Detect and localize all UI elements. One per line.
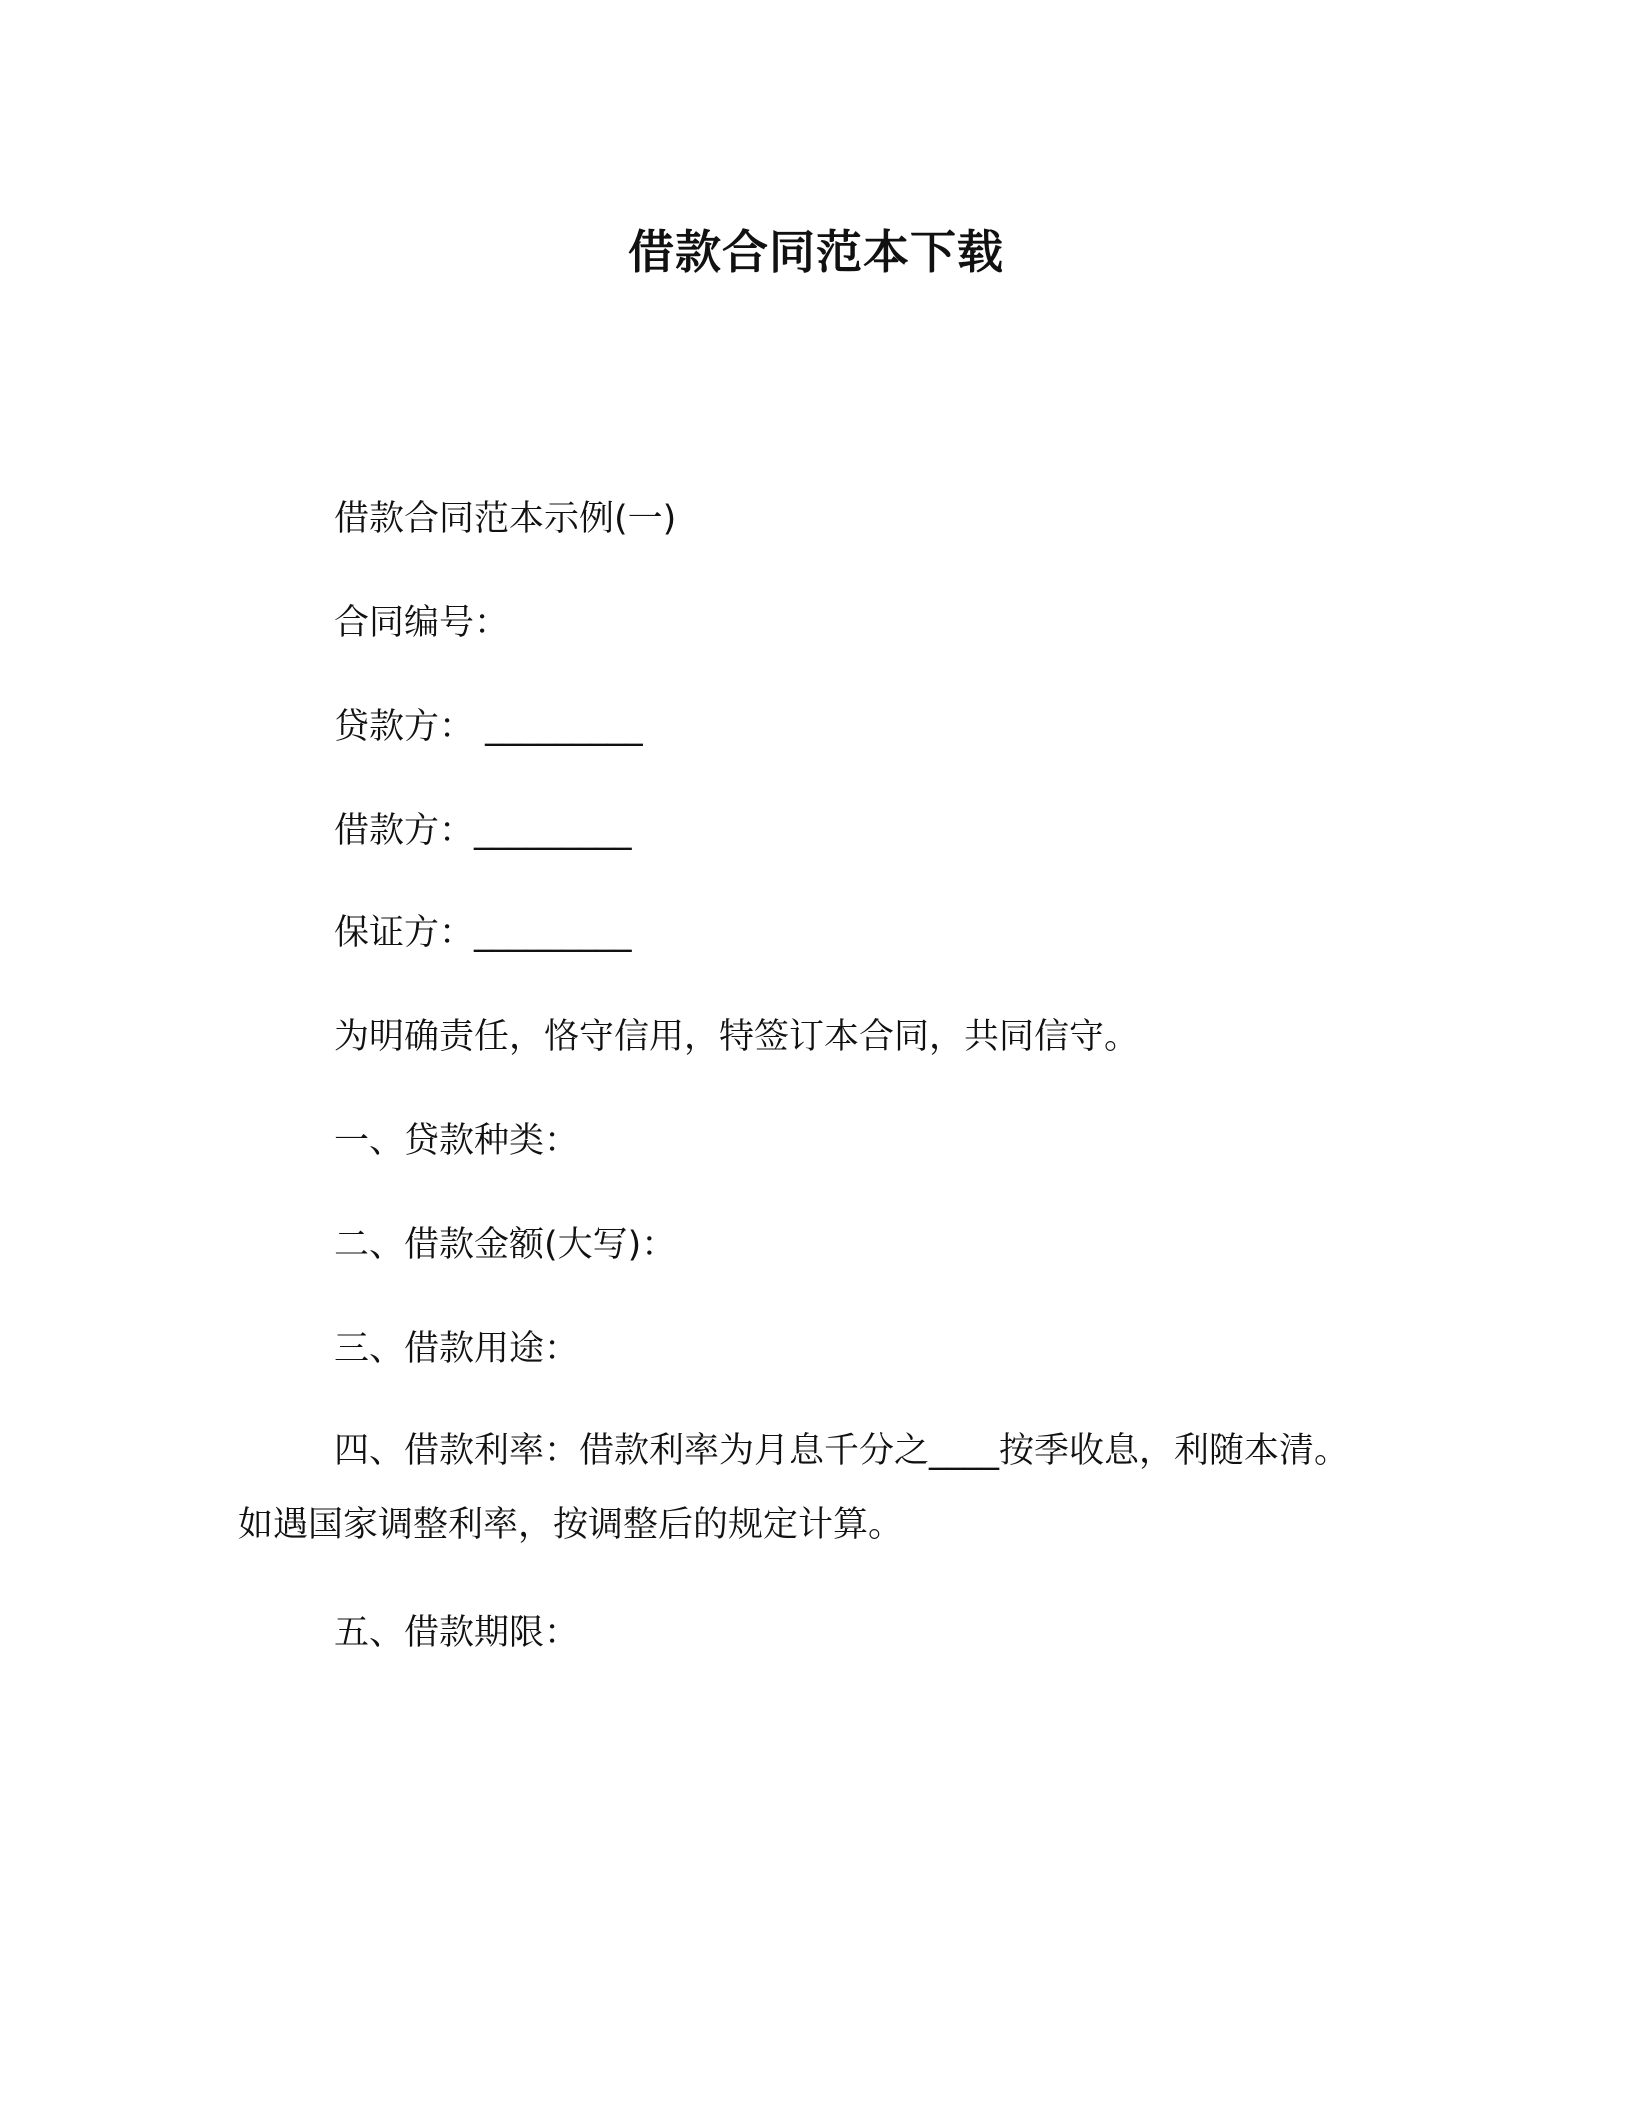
lender-line: 贷款方： _________: [334, 707, 643, 747]
clause-interest-rate-line-1: 四、借款利率：借款利率为月息千分之____按季收息，利随本清。: [334, 1431, 1350, 1471]
preamble-paragraph: 为明确责任，恪守信用，特签订本合同，共同信守。: [334, 1017, 1140, 1057]
clause-interest-rate-line-2: 如遇国家调整利率，按调整后的规定计算。: [238, 1505, 904, 1545]
guarantor-line: 保证方：_________: [334, 913, 632, 953]
clause-loan-purpose: 三、借款用途：: [334, 1329, 580, 1369]
clause-loan-type: 一、贷款种类：: [334, 1121, 580, 1161]
clause-loan-amount: 二、借款金额(大写)：: [334, 1225, 677, 1265]
clause-loan-term: 五、借款期限：: [334, 1613, 580, 1653]
clause-interest-rate: [238, 1428, 1408, 1548]
document-title: 借款合同范本下载: [628, 225, 1004, 279]
contract-example-heading: 借款合同范本示例(一): [334, 499, 677, 539]
borrower-line: 借款方：_________: [334, 811, 632, 851]
contract-number-line: 合同编号：: [334, 603, 510, 643]
